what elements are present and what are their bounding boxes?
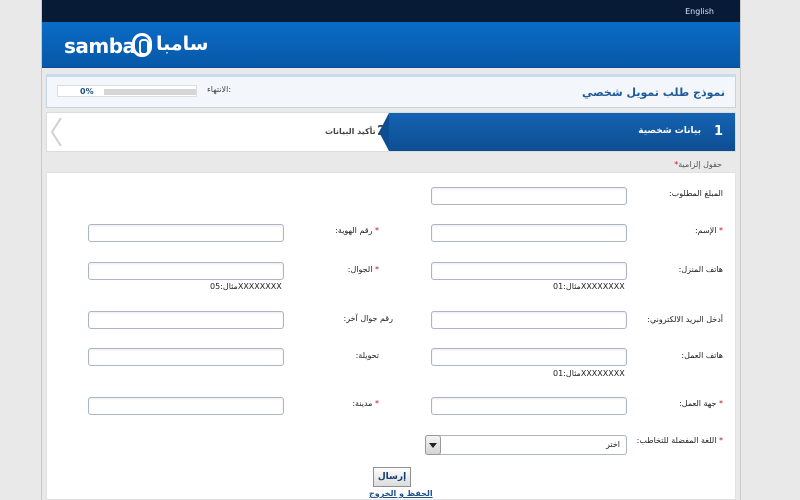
step-1-label: بيانات شخصية [638, 126, 701, 136]
header-banner [42, 22, 740, 68]
page-title: نموذج طلب تمويل شخصي [581, 86, 725, 99]
step-2-label: تأكيد البيانات [325, 127, 376, 136]
language-label: * اللغة المفضلة للتخاطب: [636, 436, 723, 445]
save-and-exit-link[interactable]: الحفظ و الخروج [369, 489, 433, 498]
home-phone-label: هاتف المنزل: [678, 265, 723, 274]
employer-input[interactable] [431, 397, 627, 415]
mobile-hint: مثال:05XXXXXXXX [210, 282, 282, 291]
city-label: * مدينة: [352, 399, 379, 408]
other-mobile-input[interactable] [88, 311, 284, 329]
work-phone-hint: مثال:01XXXXXXXX [553, 369, 625, 378]
amount-input[interactable] [431, 187, 627, 205]
page-edge-right [740, 0, 741, 500]
progress-percent: 0% [80, 87, 94, 96]
step-2-number: 2 [377, 124, 387, 139]
step-1-number: 1 [713, 124, 723, 139]
samba-logo-icon [132, 33, 152, 57]
logo-text: samba [64, 34, 136, 58]
work-phone-label: هاتف العمل: [681, 351, 723, 360]
language-select-button[interactable] [425, 435, 441, 455]
chevron-left-icon[interactable] [49, 117, 65, 147]
email-label: أدخل البريد الالكتروني: [647, 315, 723, 324]
logo-text-arabic: سامبا [156, 33, 209, 55]
form-title-bar [46, 74, 736, 108]
mobile-label: * الجوال: [347, 265, 379, 274]
form-panel [46, 172, 736, 500]
work-phone-input[interactable] [431, 348, 627, 366]
progress-indicator [57, 85, 197, 97]
language-select[interactable] [425, 435, 627, 455]
id-number-label: * رقم الهوية: [335, 226, 379, 235]
id-number-input[interactable] [88, 224, 284, 242]
mobile-input[interactable] [88, 262, 284, 280]
amount-label: المبلغ المطلوب: [668, 189, 723, 198]
page-edge-left [41, 0, 42, 500]
employer-label: * جهة العمل: [679, 399, 723, 408]
email-input[interactable] [431, 311, 627, 329]
home-phone-hint: مثال:01XXXXXXXX [553, 282, 625, 291]
language-select-value: اختر [606, 440, 620, 449]
step-1-arrow [379, 113, 389, 151]
step-navigation [46, 112, 736, 152]
submit-button[interactable]: إرسال [373, 467, 411, 487]
step-1-active [389, 113, 735, 151]
language-switch-link[interactable]: English [685, 7, 714, 16]
extension-input[interactable] [88, 348, 284, 366]
progress-bar [104, 89, 196, 95]
city-input[interactable] [88, 397, 284, 415]
other-mobile-label: رقم جوال آخر: [343, 314, 393, 323]
extension-label: تحويلة: [355, 351, 379, 360]
chevron-down-icon [429, 443, 437, 448]
progress-label: الانتهاء: [207, 85, 232, 94]
required-fields-note: *حقول إلزامية [674, 160, 722, 169]
name-input[interactable] [431, 224, 627, 242]
top-bar [42, 0, 740, 22]
home-phone-input[interactable] [431, 262, 627, 280]
name-label: * الإسم: [694, 226, 723, 235]
